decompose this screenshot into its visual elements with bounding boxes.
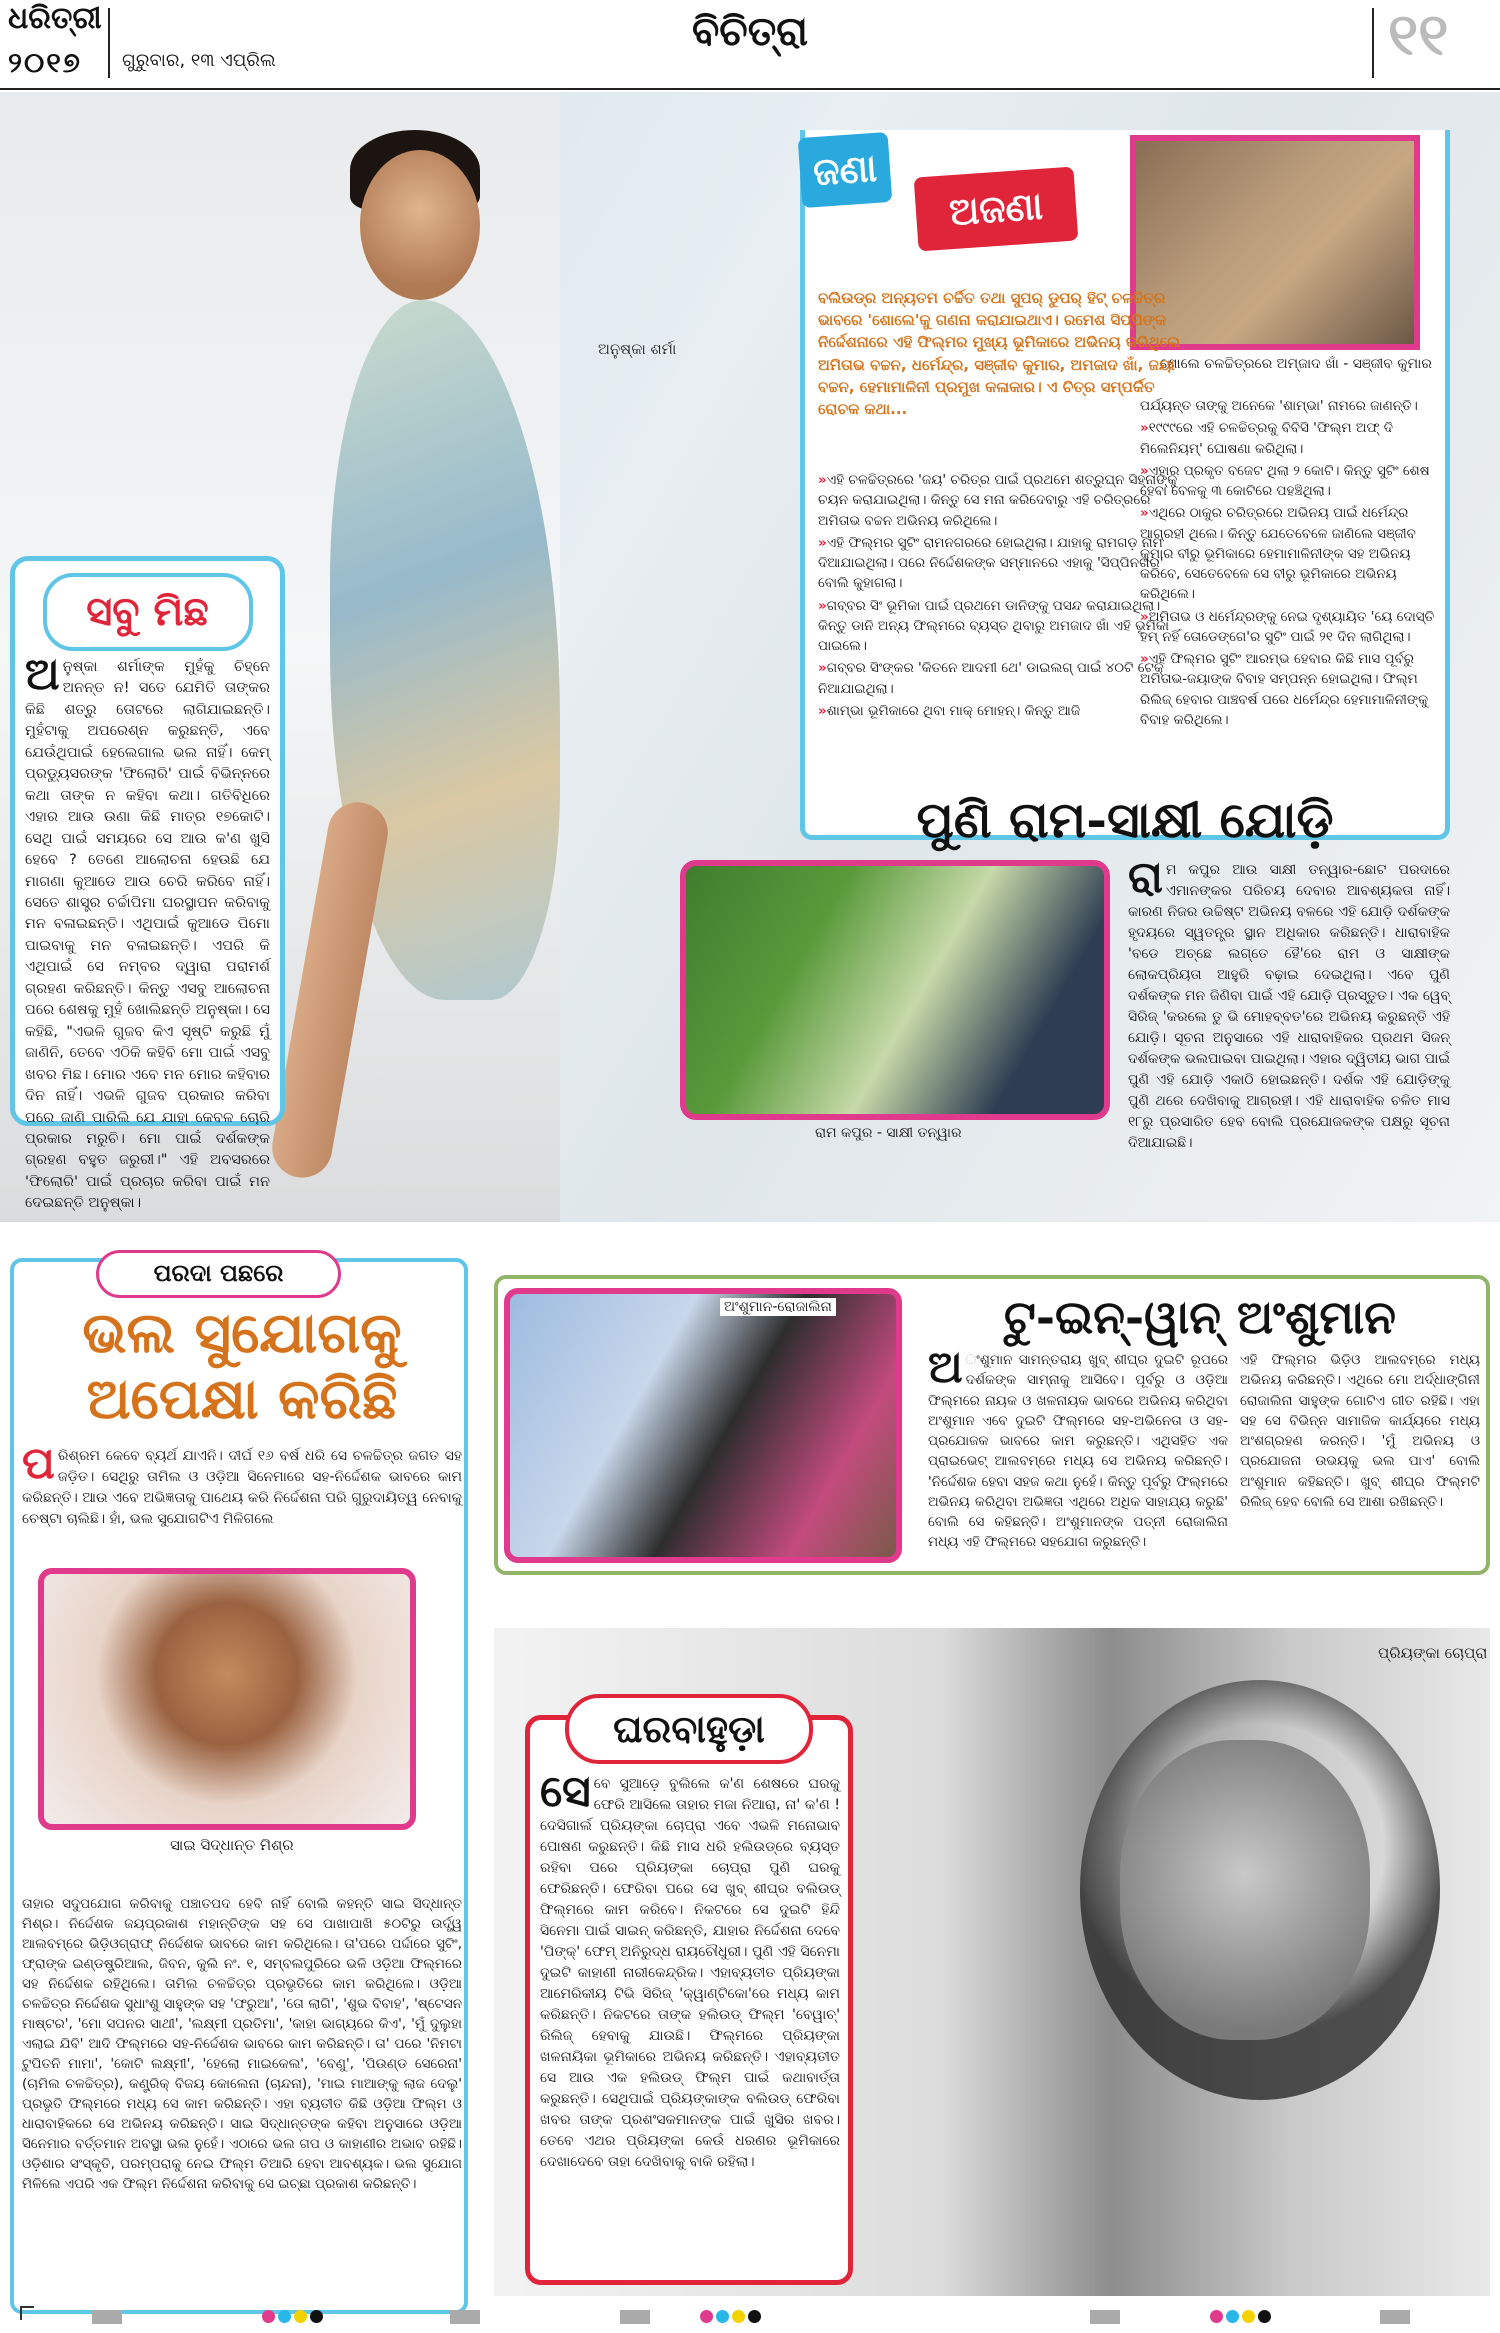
fact-item: » ୧୯୯୯ରେ ଏହି ଚଳଚ୍ଚିତ୍ରକୁ ବିବିସି 'ଫିଲ୍ମ ଅଫ୍ ଦି ମିଲେନିୟମ୍' ଘୋଷଣା କରିଥିଲା। — [1140, 418, 1440, 459]
story-text: ରିଶ୍ରମ କେବେ ବ୍ୟର୍ଥ ଯାଏନି। ଦୀର୍ଘ ୧୬ ବର୍ଷ ଧରି ସେ ଚଳଚ୍ଚିତ୍ର ଜଗତ ସହ ଜଡ଼ିତ। ସେଥିରୁ ତାମିଲ ଓ ଓଡ଼ିଆ ସିନେମାରେ ସହ-ନିର୍ଦ୍ଦେଶକ ଭାବରେ କାମ କରିଛନ୍ତି। ଆଉ ଏବେ ଅଭିଜ୍ଞତାକୁ ପାଥେୟ କରି ନିର୍ଦ୍ଦେଶନା ପରି ଗୁରୁଦାୟିତ୍ୱ ନେବାକୁ ଚେଷ୍ଟା ଚାଲିଛି। ହାଁ, ଭଲ ସୁଯୋଗଟିଏ ମିଳିଗଲେ — [22, 1448, 462, 1527]
dropcap: ଅ — [25, 649, 60, 700]
anshuman-photo — [504, 1288, 902, 1563]
anshuman-col1 — [928, 1342, 1228, 1553]
anshuman-title: ଟୁ-ଇନ୍-ୱାନ୍ ଅଂଶୁମାନ — [1004, 1290, 1396, 1344]
story-text: ମ କପୁର ଆଉ ସାକ୍ଷୀ ତନ୍‌ୱାର-ଛୋଟ ପରଦାରେ ଏମାନଙ୍କର ପରିଚୟ ଦେବାର ଆବଶ୍ୟକତା ନାହିଁ। କାରଣ ନିଜର ଉଚ୍ଚିଷ୍ଟ ଅଭିନୟ ବଳରେ ଏହି ଯୋଡ଼ି ଦର୍ଶକଙ୍କ ହୃଦୟରେ ସ୍ୱତନ୍ତ୍ର ସ୍ଥାନ ଅଧିକାର କରିଛନ୍ତି। ଧାରାବାହିକ 'ବଡେ ଅଚ୍ଛେ ଲଗ୍ତେ ହୈ'ରେ ରାମ ଓ ସାକ୍ଷୀଙ୍କ ଲୋକପ୍ରିୟତା ଆହୁରି ବଢ଼ାଇ ଦେଇଥିଲା। ଏବେ ପୁଣି ଦର୍ଶକଙ୍କ ମନ ଜିଣିବା ପାଇଁ ଏହି ଯୋଡ଼ି ପ୍ରସ୍ତୁତ। ଏକ ୱେବ୍ ସିରିଜ୍ 'କରଲେ ତୁ ଭି ମୋହବ୍ବତ'ରେ ଅଭିନୟ କରୁଛନ୍ତି ଏହି ଯୋଡ଼ି। ସୂଚନା ଅନୁସାରେ ଏହି ଧାରାବାହିକର ପ୍ରଥମ ସିଜନ୍ ଦର୍ଶକଙ୍କ ଭଲପାଇବା ପାଇଥିଲା। ଏହାର ଦ୍ୱିତୀୟ ଭାଗ ପାଇଁ ପୁଣି ଏହି ଯୋଡ଼ି ଏକାଠି ହୋଇଛନ୍ତି। ଦର୍ଶକ ଏହି ଯୋଡ଼ିଙ୍କୁ ପୁଣି ଥରେ ଦେଖିବାକୁ ଆଗ୍ରହୀ। ଏହି ଧାରାବାହିକ ଚଳିତ ମାସ ୧୮ରୁ ପ୍ରସାରିତ ହେବ ବୋଲି ପ୍ରଯୋଜକଙ୍କ ପକ୍ଷରୁ ସୂଚନା ଦିଆଯାଇଛି। — [1128, 862, 1450, 1151]
fact-item: » ଏହି ଚଳଚ୍ଚିତ୍ରରେ 'ଜୟ' ଚରିତ୍ର ପାଇଁ ପ୍ରଥମେ ଶତ୍ରୁଘ୍ନ ସିହ୍ନାଙ୍କୁ ଚୟନ କରାଯାଇଥିଲା। କିନ୍ତୁ ସେ ମନା କରିଦେବାରୁ ଏହି ଚରିତ୍ରରେ ଅମିତାଭ ବଚ୍ଚନ ଅଭିନୟ କରିଥିଲେ। — [818, 470, 1188, 531]
parda-pachhare-tag: ପରଦା ପଛରେ — [96, 1250, 341, 1298]
color-dots — [700, 2310, 761, 2323]
jana-ajana-col1 — [818, 470, 1188, 723]
sai-siddhant-caption: ସାଇ ସିଦ୍ଧାନ୍ତ ମିଶ୍ର — [170, 1836, 294, 1854]
fact-item: » ଏହି ଫିଲ୍ମର ସୁଟିଂ ଆରମ୍ଭ ହେବାର କିଛି ମାସ ପୂର୍ବରୁ ଅମିତାଭ-ଜୟାଙ୍କ ବିବାହ ସମ୍ପନ୍ନ ହୋଇଥିଲା। ଫିଲ୍ମ ରିଲିଜ୍ ହେବାର ପାଞ୍ଚବର୍ଷ ପରେ ଧର୍ମେନ୍ଦ୍ର ହେମାମାଳିନୀଙ୍କୁ ବିବାହ କରିଥିଲେ। — [1140, 649, 1440, 730]
registration-bar — [1090, 2310, 1120, 2324]
fact-item: » ଗବ୍ବର ସିଂ ଭୂମିକା ପାଇଁ ପ୍ରଥମେ ଡାନିଙ୍କୁ ପସନ୍ଦ କରାଯାଇଥିଲା। କିନ୍ତୁ ଡାନି ଅନ୍ୟ ଫିଲ୍ମରେ ବ୍ୟସ୍ତ ଥିବାରୁ ଅମଜାଦ ଖାଁ ଏହି ଭୂମିକା ପାଇଲେ। — [818, 596, 1188, 657]
fact-item: » ଏହି ଫିଲ୍ମର ସୁଟିଂ ରାମନଗରରେ ହୋଇଥିଲା। ଯାହାକୁ ରାମଗଡ଼ ନାମ ଦିଆଯାଇଥିଲା। ପରେ ନିର୍ଦ୍ଦେଶକଙ୍କ ସମ୍ମାନରେ ଏହାକୁ 'ସିପ୍ପିନଗର' ବୋଲି କୁହାଗଲା। — [818, 533, 1188, 594]
ram-sakshi-caption: ରାମ କପୁର - ସାକ୍ଷୀ ତନ୍‌ୱାର — [815, 1125, 962, 1141]
fact-item: » ଏଥିରେ ଠାକୁର ଚରିତ୍ରରେ ଅଭିନୟ ପାଇଁ ଧର୍ମେନ୍ଦ୍ର ଆଗ୍ରହୀ ଥିଲେ। କିନ୍ତୁ ଯେତେବେଳେ ଜାଣିଲେ ସଞ୍ଜୀବ କୁମାର ବୀରୁ ଭୂମିକାରେ ହେମାମାଳିନୀଙ୍କ ସହ ଅଭିନୟ କରିବେ, ସେତେବେଳେ ସେ ବୀରୁ ଭୂମିକାରେ ଅଭିନୟ କରିଥିଲେ। — [1140, 503, 1440, 604]
gharabahuda-body — [540, 1766, 840, 2173]
photo-caption-anushka: ଅନୁଷ୍କା ଶର୍ମା — [598, 340, 677, 358]
registration-bar — [450, 2310, 480, 2324]
fact-item: » ଅମିତାଭ ଓ ଧର୍ମେନ୍ଦ୍ରଙ୍କୁ ନେଇ ଦୃଶ୍ୟାୟିତ 'ୟେ ଦୋସ୍ତି ହମ୍ ନହିଁ ତୋଡେଙ୍ଗେ'ର ସୁଟିଂ ପାଇଁ ୨୧ ଦିନ ଲାଗିଥିଲା। — [1140, 607, 1440, 648]
fact-continuation: ପର୍ଯ୍ୟନ୍ତ ତାଙ୍କୁ ଅନେକେ 'ଶାମ୍ଭା' ନାମରେ ଜାଣନ୍ତି। — [1140, 398, 1418, 414]
jana-ajana-col2 — [1140, 396, 1440, 732]
newspaper-logo: ଧରିତ୍ରୀ — [8, 1, 102, 36]
header-divider — [108, 8, 110, 78]
priyanka-face — [1120, 1740, 1370, 2040]
dropcap: ରା — [1128, 852, 1163, 903]
print-registration-marks — [0, 2300, 1500, 2333]
story-text: ବେ ସୁଆଡ଼େ ବୁଲିଲେ କ'ଣ ଶେଷରେ ଘରକୁ ଫେରି ଆସିଲେ ତାହାର ମଜା ନିଆରା, ନା' କ'ଣ ! ଦେସିଗାର୍ଲ ପ୍ରିୟଙ୍କା ଚୋପ୍ରା ଏବେ ଏଭଳି ମନୋଭାବ ପୋଷଣ କରୁଛନ୍ତି। କିଛି ମାସ ଧରି ହଲିଉଡ୍‌ରେ ବ୍ୟସ୍ତ ରହିବା ପରେ ପ୍ରିୟଙ୍କା ଚୋପ୍ରା ପୁଣି ଘରକୁ ଫେରିଛନ୍ତି। ଫେରିବା ପରେ ସେ ଖୁବ୍ ଶୀଘ୍ର ବଲିଉଡ୍ ଫିଲ୍ମରେ କାମ କରିବେ। ନିକଟରେ ସେ ଦୁଇଟି ହିନ୍ଦି ସିନେମା ପାଇଁ ସାଇନ୍ କରିଛନ୍ତି, ଯାହାର ନିର୍ଦ୍ଦେଶନା ଦେବେ 'ପିଙ୍କ୍' ଫେମ୍ ଅନିରୁଦ୍ଧ ରାୟଚୌଧୁରୀ। ପୁଣି ଏହି ସିନେମା ଦୁଇଟି କାହାଣୀ ନାରୀକେନ୍ଦ୍ରିକ। ଏହାବ୍ୟତୀତ ପ୍ରିୟଙ୍କା ଆମେରିକୀୟ ଟିଭି ସିରିଜ୍ 'କ୍ୱାଣ୍ଟିକୋ'ରେ ମଧ୍ୟ କାମ କରିଛନ୍ତି। ନିକଟରେ ତାଙ୍କ ହଲିଉଡ୍ ଫିଲ୍ମ 'ବେୱାଚ୍' ରିଲିଜ୍ ହେବାକୁ ଯାଉଛି। ଫିଲ୍ମରେ ପ୍ରିୟଙ୍କା ଖଳନାୟିକା ଭୂମିକାରେ ଅଭିନୟ କରିଛନ୍ତି। ଏହାବ୍ୟତୀତ ସେ ଆଉ ଏକ ହଲିଉଡ୍ ଫିଲ୍ମ ପାଇଁ କଥାବାର୍ତ୍ତା କରୁଛନ୍ତି। ସେଥିପାଇଁ ପ୍ରିୟଙ୍କାଙ୍କ ବଲିଉଡ୍ ଫେରିବା ଖବର ତାଙ୍କ ପ୍ରଶଂସକମାନଙ୍କ ପାଇଁ ଖୁସିର ଖବର। ତେବେ ଏଥର ପ୍ରିୟଙ୍କା କେଉଁ ଧରଣର ଭୂମିକାରେ ଦେଖାଦେବେ ତାହା ଦେଖିବାକୁ ବାକି ରହିଲା। — [540, 1776, 840, 2170]
registration-bar — [1380, 2310, 1410, 2324]
color-dots — [1210, 2310, 1271, 2323]
ram-sakshi-body — [1128, 852, 1450, 1154]
fact-item: » ଶାମ୍ଭା ଭୂମିକାରେ ଥିବା ମାକ୍ ମୋହନ୍। କିନ୍ତୁ ଆଜି — [818, 701, 1188, 721]
color-dots — [262, 2310, 323, 2323]
logo-year: ୨୦୧୭ — [8, 46, 82, 79]
story-text: ନୁଷ୍କା ଶର୍ମାଙ୍କ ମୁହଁକୁ ଚିହ୍ନେ ଅନନ୍ତ ନ! ସତେ ଯେମିତି ତାଙ୍କର କିଛି ଶତ୍ରୁ ତୋଟରେ ଲାଗିଯାଇଛନ୍ତି। ମୁହଁଟାକୁ ଅପରେଶ୍ନ କରୁଛନ୍ତି, ଏବେ ଯେଉଁଥିପାଇଁ ହେଲେଗାଲ ଭଲ ନାହିଁ। କେମ୍ ପ୍ରଡ୍ୟୁସରଙ୍କ 'ଫିଲୋରି' ପାଇଁ ବିଭିନ୍ନରେ କଥା ତାଙ୍କ ନ କହିବା କଥା। ଗତିବିଧିରେ ଏହାର ଆଉ ଉଣା କିଛି ମାତ୍ର ୧୭କୋଟି। ସେଥି ପାଇଁ ସମୟରେ ସେ ଆଉ କ'ଣ ଖୁସି ହେବେ ? ତେଣେ ଆଲୋଚନା ହେଉଛି ଯେ ମାଗଣା କୁଆଡେ ଆଉ ଚେରି କରିବେ ନାହିଁ। ସେତେ ଶାସ୍ତ୍ର ଚର୍ଚ୍ଚାପିମା ଘରସ୍ଥାପନ କରିବାକୁ ମନ ବଳାଇଛନ୍ତି। ଏଥିପାଇଁ କୁଆଡେ ପିମୋ ପାଇବାକୁ ମନ ବଳାଇଛନ୍ତି। ଏପରି କି ଏଥିପାଇଁ ସେ ନମ୍ବର ଦ୍ୱାରା ପରାମର୍ଶ ଗ୍ରହଣ କରିଛନ୍ତି। କିନ୍ତୁ ଏସବୁ ଆଲୋଚନା ପରେ ଶେଷକୁ ମୁହଁ ଖୋଲିଛନ୍ତି ଅନୁଷ୍କା। ସେ କହିଛି, "ଏଭଳି ଗୁଜବ କିଏ ସୃଷ୍ଟି କରୁଛି ମୁଁ ଜାଣିନି, ତେବେ ଏଠିକି କହିବି ମୋ ପାଇଁ ଏସବୁ ଖବର ମିଛ। ମୋର ଏବେ ମନ ମୋର କହିବାର ଦିନ ନାହିଁ। ଏଭଳି ଗୁଜବ ପ୍ରକାର କରିବା ପରେ ଜାଣି ପାରିଲି ଯେ ଯାହା କେବଳ ଚୋରି ପ୍ରକାର ମରୁଚି। ମୋ ପାଇଁ ଦର୍ଶକଙ୍କ ଗ୍ରହଣ ବହୁତ ଜରୁରୀ।" ଏହି ଅବସରରେ 'ଫିଲୋରି' ପାଇଁ ପ୍ରଚାର କରିବା ପାଇଁ ମନ ଦେଇଛନ୍ତି ଅନୁଷ୍କା। — [25, 659, 270, 1212]
gharabahuda-title: ଘରବାହୁଡ଼ା — [565, 1694, 813, 1764]
priyanka-caption: ପ୍ରିୟଙ୍କା ଚୋପ୍ରା — [1378, 1644, 1488, 1662]
ram-sakshi-photo — [680, 860, 1110, 1120]
fact-item: » ଗବ୍ବର ସିଂଙ୍କର 'କିତନେ ଆଦମୀ ଥେ' ଡାଇଲଗ୍ ପାଇଁ ୪୦ଟି ଟେକ୍ ନିଆଯାଇଥିଲା। — [818, 658, 1188, 699]
registration-bar — [92, 2310, 122, 2324]
issue-date: ଗୁରୁବାର, ୧୩ ଏପ୍ରିଲ — [122, 50, 276, 71]
jana-ajana-intro: ବଲିଉଡ୍‌ର ଅନ୍ୟତମ ଚର୍ଚ୍ଚିତ ତଥା ସୁପର୍ ଡୁପର୍ ହିଟ୍ ଚଳଚ୍ଚିତ୍ର ଭାବରେ 'ଶୋଲେ'କୁ ଗଣନା କରାଯାଇଥାଏ। ରମେଶ ସିପ୍ପିଙ୍କ ନିର୍ଦ୍ଦେଶନାରେ ଏହି ଫିଲ୍ମର ମୁଖ୍ୟ ଭୂମିକାରେ ଅଭିନୟ କରିଥିଲେ ଅମିତାଭ ବଚ୍ଚନ, ଧର୍ମେନ୍ଦ୍ର, ସଞ୍ଜୀବ କୁମାର, ଅମଜାଦ ଖାଁ, ଜୟା ବଚ୍ଚନ, ହେମାମାଳିନୀ ପ୍ରମୁଖ କଳାକାର। ଏ ଚିତ୍ର ସମ୍ପର୍କିତ ରୋଚକ କଥା... — [818, 289, 1181, 418]
parda-pachhare-body: ତାହାର ସଦୁପଯୋଗ କରିବାକୁ ପଞ୍ଚାତପଦ ହେବି ନାହିଁ ବୋଲି କହନ୍ତି ସାଇ ସିଦ୍ଧାନ୍ତ ମିଶ୍ର। ନିର୍ଦ୍ଦେଶକ ଜୟପ୍ରକାଶ ମହାନ୍ତିଙ୍କ ସହ ସେ ପାଖାପାଖି ୫୦ଟିରୁ ଉର୍ଦ୍ଧ୍ୱ ଆଲବମ୍‌ରେ ଭିଡ଼ିଓଗ୍ରାଫ୍‌ ନିର୍ଦ୍ଦେଶକ ଭାବରେ କାମ କରିଥିଲେ। ତା'ପରେ ପର୍ଦ୍ଦାରେ ସୁଟିଂ, ଫ୍ରାଙ୍କ ଇଣ୍ଡଷ୍ଟ୍ରିଆଲ, ଜିବନ, କୁଲି ନଂ. ୧, ସମ୍ବଲପୁରିରେ ଭଳି ଓଡ଼ିଆ ଫିଲ୍ମରେ ସହ ନିର୍ଦ୍ଦେଶକ ରହିଥିଲେ। ତାମିଲ ଚଳଚ୍ଚିତ୍ର ପ୍ରଭୃତିରେ କାମ କରିଥିଲେ। ଓଡ଼ିଆ ଚଳଚ୍ଚିତ୍ର ନିର୍ଦ୍ଦେଶକ ସୁଧାଂଶୁ ସାହୁଙ୍କ ସହ 'ଫରୁଆ', 'ତୋ ଲାଗି', 'ଶୁଭ ବିବାହ', 'ଷ୍ଟେସନ ମାଷ୍ଟର', 'ମୋ ସପନର ସାଥୀ', 'ଲକ୍ଷ୍ମୀ ପ୍ରତିମା', 'କାହା ଭାଗ୍ୟରେ କିଏ', 'ମୁଁ ଦୁଲୁହା ଏଲାଇ ଯିବି' ଆଦି ଫିଲ୍ମରେ ସହ-ନିର୍ଦ୍ଦେଶକ ଭାବରେ କାମ କରିଛନ୍ତି। ତା' ପରେ 'ନିମଟା ଟୁପିତନି ମାମା', 'କୋଟି ଲକ୍ଷ୍ମୀ', 'ହେଲୋ ମାଇକେଲ', 'ବେଣୁ', 'ପିଉଣ୍ଡ ସେରେନା' (ଚାମିଲ ଚଳଚ୍ଚିତ୍ର), କଣ୍ଟ୍ରିକ୍ ବିଜୟ କୋଲେନା (ଚାନ୍ଦନା), 'ମାଇ ମାଆଙ୍କୁ ଲାଜ ଦେଲୁ' ପ୍ରଭୃତି ଫିଲ୍ମରେ ମଧ୍ୟ ସେ କାମ କରିଛନ୍ତି। ଏହା ବ୍ୟତୀତ କିଛି ଓଡ଼ିଆ ଫିଲ୍ମ ଓ ଧାରାବାହିକରେ ସେ ଅଭିନୟ କରିଛନ୍ତି। ସାଇ ସିଦ୍ଧାନ୍ତଙ୍କ କହିବା ଅନୁସାରେ ଓଡ଼ିଆ ସିନେମାର ବର୍ତ୍ତମାନ ଅବସ୍ଥା ଭଲ ନୁହେଁ। ଏଠାରେ ଭଲ ଗପ ଓ କାହାଣୀର ଅଭାବ ରହିଛି। ଓଡ଼ିଶାର ସଂସ୍କୃତି, ପରମ୍ପରାକୁ ନେଇ ଫିଲ୍ମ ତିଆରି ହେବା ଆବଶ୍ୟକ। ଭଲ ସୁଯୋଗ ମିଳିଲେ ଏପରି ଏକ ଫିଲ୍ମ ନିର୍ଦ୍ଦେଶନା କରିବାକୁ ସେ ଇଚ୍ଛା ପ୍ରକାଶ କରିଛନ୍ତି। — [22, 1896, 462, 2192]
parda-pachhare-intro — [22, 1438, 462, 1530]
anshuman-col2: ଏହି ଫିଲ୍ମର ଭିଡ଼ିଓ ଆଲବମ୍‌ରେ ମଧ୍ୟ ଅଭିନୟ କରିଛନ୍ତି। ଏଥିରେ ମୋ ଅର୍ଦ୍ଧାଙ୍ଗିନୀ ରୋଜାଲିନା ସାହୁଙ୍କ ଗୋଟିଏ ଗୀତ ରହିଛି। ଏହା ସହ ସେ ବିଭିନ୍ନ ସାମାଜିକ କାର୍ଯ୍ୟରେ ମଧ୍ୟ ଅଂଶଗ୍ରହଣ କରନ୍ତି। 'ମୁଁ ଅଭିନୟ ଓ ପ୍ରଯୋଜନା ଉଭୟକୁ ଭଲ ପାଏ' ବୋଲି ଅଂଶୁମାନ କହିଛନ୍ତି। ଖୁବ୍ ଶୀଘ୍ର ଫିଲ୍ମଟି ରିଲିଜ୍ ହେବ ବୋଲି ସେ ଆଶା ରଖିଛନ୍ତି। — [1240, 1352, 1480, 1510]
registration-bar — [620, 2310, 650, 2324]
anshuman-caption: ଅଂଶୁମାନ-ରୋଜାଲିନା — [720, 1298, 836, 1316]
ajana-label: ଅଜଣା — [914, 167, 1079, 252]
crop-mark — [20, 2306, 34, 2320]
dropcap: ସେ — [540, 1766, 591, 1817]
page-number: ୧୧ — [1388, 0, 1449, 68]
sabu-michha-story — [10, 556, 285, 1212]
page-header — [0, 0, 1500, 90]
dropcap: ଅ — [928, 1342, 963, 1393]
story-title: ସବୁ ମିଛ — [43, 573, 253, 651]
ram-sakshi-title: ପୁଣି ରାମ-ସାକ୍ଷୀ ଯୋଡ଼ି — [916, 790, 1334, 849]
story-text: ଂଶୁମାନ ସାମନ୍ତରାୟ ଖୁବ୍ ଶୀଘ୍ର ଦୁଇଟି ରୂପରେ ଦର୍ଶକଙ୍କ ସାମ୍ନାକୁ ଆସିବେ। ପୂର୍ବରୁ ଓ ଓଡ଼ିଆ ଫିଲ୍ମରେ ନାୟକ ଓ ଖଳନାୟକ ଭାବରେ ଅଭିନୟ କରିଥିବା ଅଂଶୁମାନ ଏବେ ଦୁଇଟି ଫିଲ୍ମରେ ସହ-ଅଭିନେତା ଓ ସହ-ପ୍ରଯୋଜକ ଭାବରେ କାମ କରୁଛନ୍ତି। ଏଥିସହିତ ଏକ ପ୍ରାଇଭେଟ୍ ଆଲବମ୍‌ରେ ମଧ୍ୟ ସେ ଅଭିନୟ କରିଛନ୍ତି। 'ନିର୍ଦ୍ଦେଶକ ହେବା ସହଜ କଥା ନୁହେଁ। କିନ୍ତୁ ପୂର୍ବରୁ ଫିଲ୍ମରେ ଅଭିନୟ କରିଥିବା ଅଭିଜ୍ଞତା ଏଥିରେ ଅଧିକ ସାହାଯ୍ୟ କରୁଛି' ବୋଲି ସେ କହିଛନ୍ତି। ଅଂଶୁମାନଙ୍କ ପତ୍ନୀ ରୋଜାଲିନା ମଧ୍ୟ ଏହି ଫିଲ୍ମରେ ସହଯୋଗ କରୁଛନ୍ତି। — [928, 1352, 1228, 1551]
sai-siddhant-photo — [38, 1568, 416, 1830]
dropcap: ପ — [22, 1438, 55, 1489]
jana-label: ଜଣା — [798, 132, 893, 208]
section-title: ବିଚିତ୍ରା — [691, 8, 809, 55]
model-face — [360, 150, 480, 300]
fact-item: » ଏହାର ପ୍ରକୃତ ବଜେଟ ଥିଲା ୨ କୋଟି। କିନ୍ତୁ ସୁଟିଂ ଶେଷ ହେବା ବେଳକୁ ୩ କୋଟିରେ ପହଞ୍ଚିଥିଲା। — [1140, 461, 1440, 502]
sholay-photo-caption: ଶୋଲେ ଚଳଚ୍ଚିତ୍ରରେ ଅମ୍‌ଜାଦ ଖାଁ - ସଞ୍ଜୀବ କୁମାର — [1160, 356, 1432, 372]
parda-pachhare-title: ଭଲ ସୁଯୋଗକୁ ଅପେକ୍ଷା କରିଛି — [82, 1300, 402, 1432]
story-body — [25, 649, 270, 1215]
header-divider-right — [1372, 8, 1374, 78]
